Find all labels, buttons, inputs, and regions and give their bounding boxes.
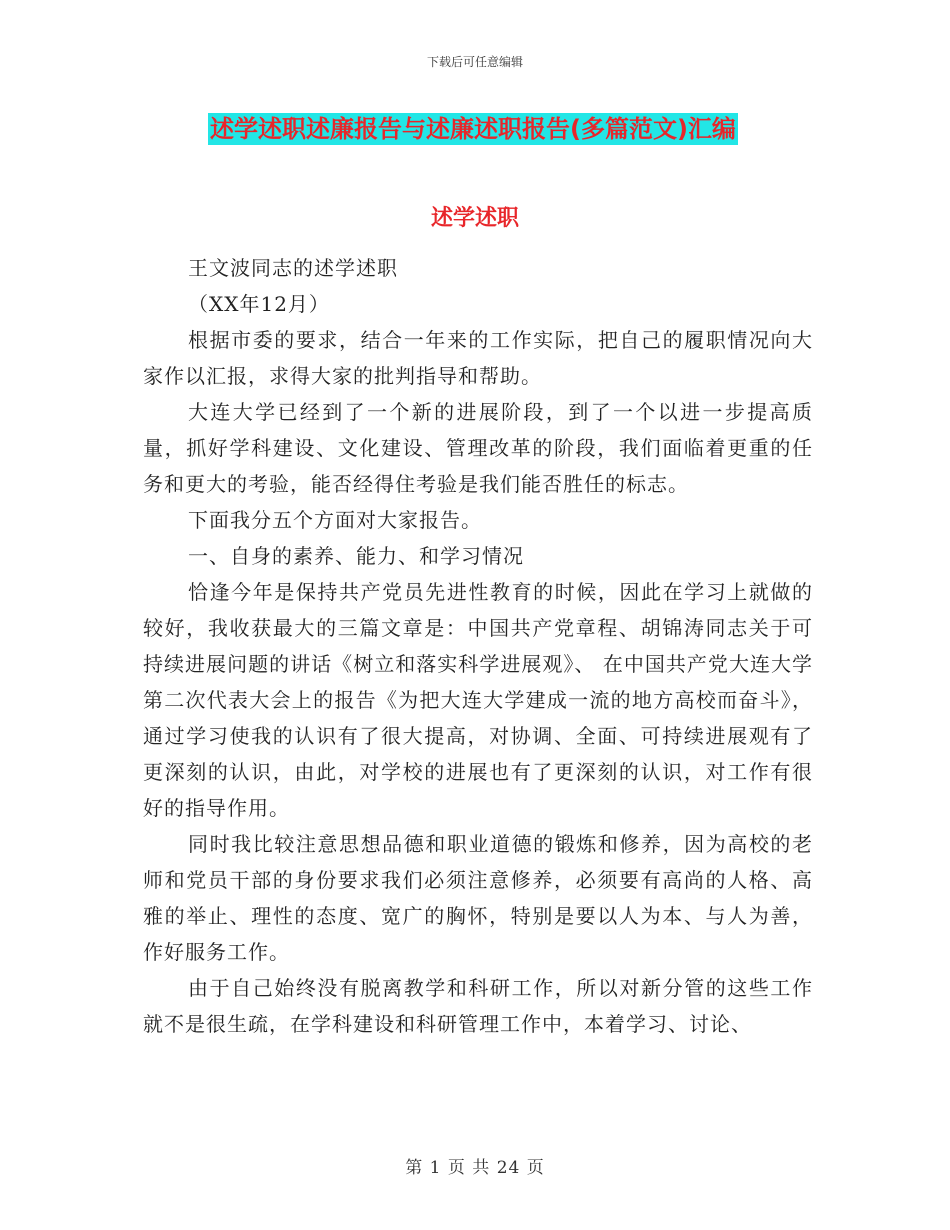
document-body [143,250,813,1042]
paragraph-date-line: （XX年12月） [188,292,330,316]
section-heading: 述学述职 [430,206,519,231]
paragraph: 下面我分五个方面对大家报告。 [188,508,482,532]
paragraph: 大连大学已经到了一个新的进展阶段，到了一个以进一步提高质量，抓好学科建设、文化建设、管理改革的阶段，我们面临着更重的任务和更大的考验，能否经得住考验是我们能否胜任的标志。 [143,400,813,496]
document-title: 述学述职述廉报告与述廉述职报告(多篇范文)汇编 [210,115,736,143]
paragraph-author-line: 王文波同志的述学述职 [188,256,398,280]
header-note: 下载后可任意编辑 [426,55,523,69]
paragraph: 根据市委的要求，结合一年来的工作实际，把自己的履职情况向大家作以汇报，求得大家的批判指导和帮助。 [143,328,813,388]
paragraph-subheading: 一、自身的素养、能力、和学习情况 [188,544,524,568]
paragraph: 恰逢今年是保持共产党员先进性教育的时候，因此在学习上就做的较好，我收获最大的三篇文章是：中国共产党章程、胡锦涛同志关于可持续进展问题的讲话《树立和落实科学进展观》、 在中国共产党大连大学第二次代表大会上的报告《为把大连大学建成一流的地方高校而奋斗》，通过学习使我的认识有了很大提高，对协调、全面、可持续进展观有了更深刻的认识，由此，对学校的进展也有了更深刻的认识，对工作有很好的指导作用。 [143,580,813,820]
page-number-footer: 第 1 页 共 24 页 [405,1158,545,1178]
paragraph: 同时我比较注意思想品德和职业道德的锻炼和修养，因为高校的老师和党员干部的身份要求我们必须注意修养，必须要有高尚的人格、高雅的举止、理性的态度、宽广的胸怀，特别是要以人为本、与人为善，作好服务工作。 [143,832,813,964]
paragraph: 由于自己始终没有脱离教学和科研工作，所以对新分管的这些工作就不是很生疏，在学科建设和科研管理工作中，本着学习、讨论、 [143,976,813,1036]
